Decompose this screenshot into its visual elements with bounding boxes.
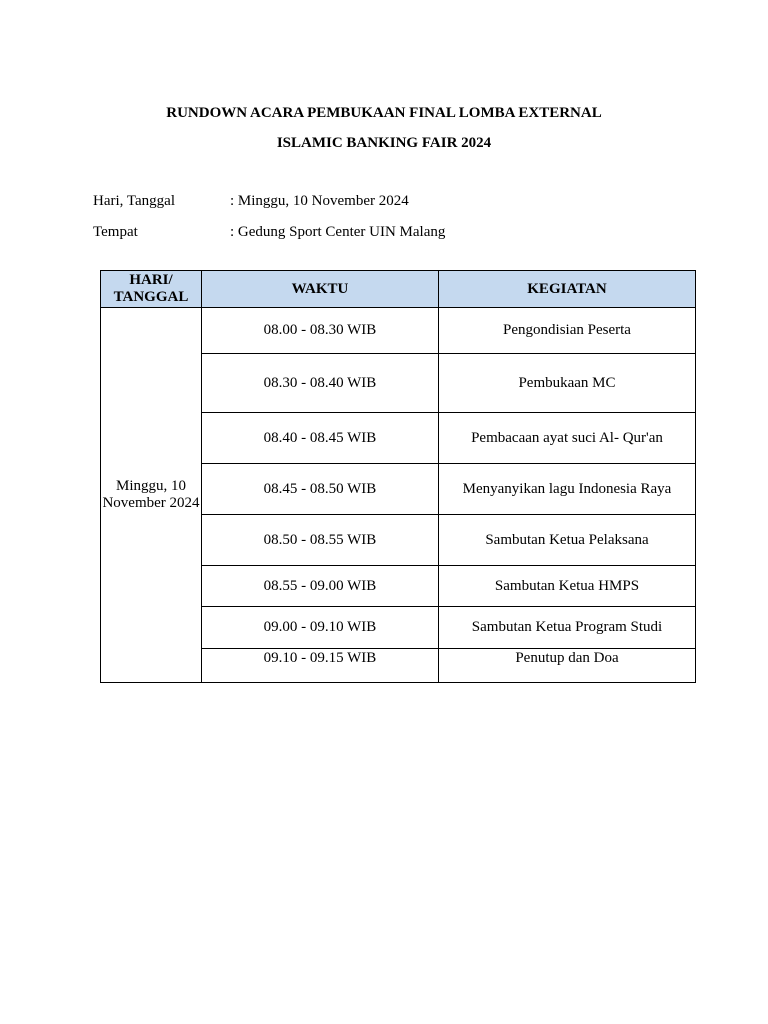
date-info xyxy=(93,193,409,210)
activity-cell: Pembukaan MC xyxy=(439,354,696,413)
time-cell: 08.00 - 08.30 WIB xyxy=(202,308,439,354)
header-time: WAKTU xyxy=(202,271,439,308)
date-value: : Minggu, 10 November 2024 xyxy=(230,193,409,209)
time-cell: 08.50 - 08.55 WIB xyxy=(202,515,439,566)
activity-cell: Pembacaan ayat suci Al- Qur'an xyxy=(439,413,696,464)
date-label: Hari, Tanggal xyxy=(93,193,175,209)
time-cell: 09.00 - 09.10 WIB xyxy=(202,607,439,649)
header-activity: KEGIATAN xyxy=(439,271,696,308)
place-info xyxy=(93,224,445,241)
activity-cell: Penutup dan Doa xyxy=(439,649,696,683)
rundown-table xyxy=(100,270,696,683)
header-day: HARI/ TANGGAL xyxy=(101,271,202,308)
time-cell: 08.40 - 08.45 WIB xyxy=(202,413,439,464)
table-header-row xyxy=(101,271,696,308)
activity-cell: Pengondisian Peserta xyxy=(439,308,696,354)
time-cell: 08.30 - 08.40 WIB xyxy=(202,354,439,413)
time-cell: 08.45 - 08.50 WIB xyxy=(202,464,439,515)
day-cell: Minggu, 10 November 2024 xyxy=(101,308,202,683)
place-label: Tempat xyxy=(93,224,138,240)
activity-cell: Sambutan Ketua Program Studi xyxy=(439,607,696,649)
time-cell: 09.10 - 09.15 WIB xyxy=(202,649,439,683)
time-cell: 08.55 - 09.00 WIB xyxy=(202,566,439,607)
event-name: ISLAMIC BANKING FAIR 2024 xyxy=(276,135,492,151)
place-value: : Gedung Sport Center UIN Malang xyxy=(230,224,446,240)
table-row xyxy=(101,308,696,354)
activity-cell: Sambutan Ketua Pelaksana xyxy=(439,515,696,566)
activity-cell: Sambutan Ketua HMPS xyxy=(439,566,696,607)
activity-cell: Menyanyikan lagu Indonesia Raya xyxy=(439,464,696,515)
document-title: RUNDOWN ACARA PEMBUKAAN FINAL LOMBA EXTERNAL xyxy=(166,105,602,121)
